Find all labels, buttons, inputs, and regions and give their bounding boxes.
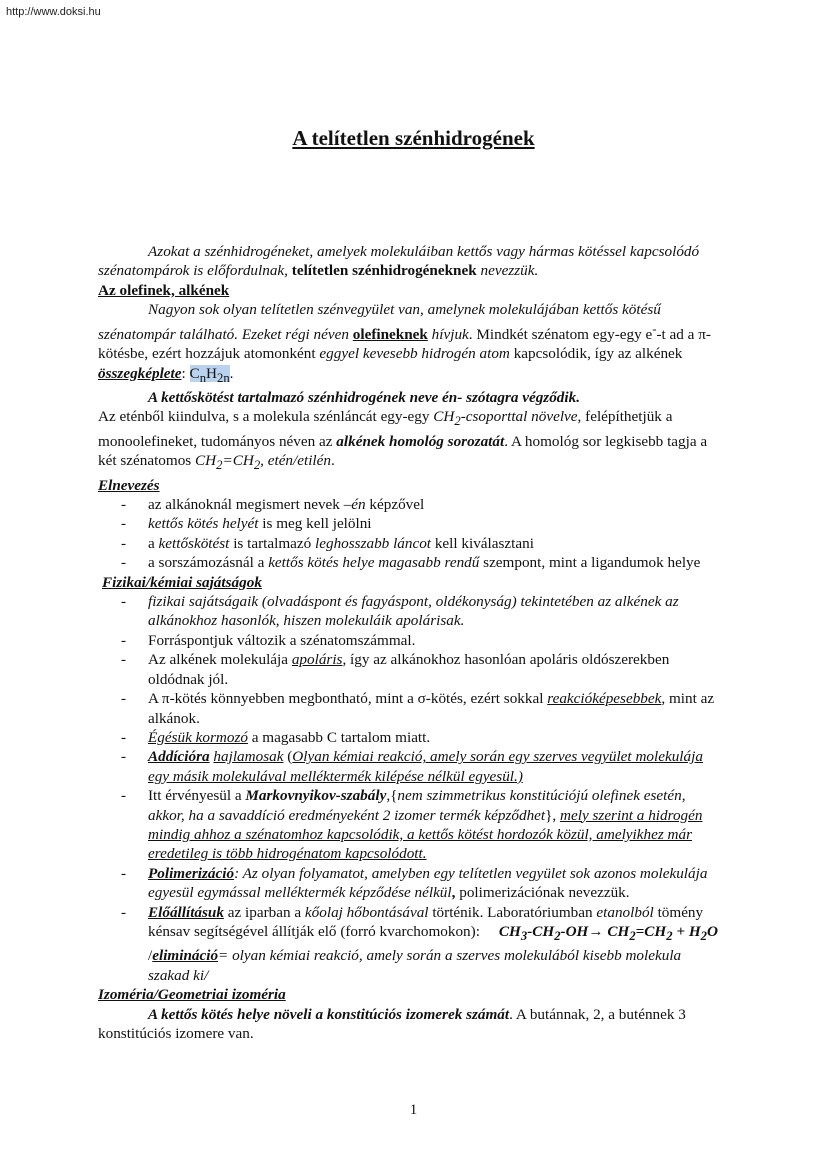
list-item: - Itt érvényesül a Markovnyikov-szabály,{nem szimmetrikus konstitúciójú olefinek esetén, akkor, ha a savaddíció eredményeként 2 izomer termék képződhet}, mely szerint a hidrogén mindig ahhoz a szénatomhoz kapcsolódik, a kettős kötést hordozók közül, amelyikhez már eredetileg is több hidrogénatom kapcsolódott. <box>98 786 722 864</box>
olefin-paragraph: Nagyon sok olyan telítetlen szénvegyület van, amelynek molekulájában kettős kötésű szénatompár található. Ezeket régi néven olefineknek hívjuk. Mindkét szénatom egy-egy e--t ad a π-kötésbe, ezért hozzájuk atomonként eggyel kevesebb hidrogén atom kapcsolódik, így az alkének összegképlete: $C_nH_{2n}$. <box>98 301 711 385</box>
naming-rule-statement: A kettőskötést tartalmazó szénhidrogének neve én- szótagra végződik. <box>148 388 581 406</box>
section-heading-isomerism: Izoméria/Geometriai izoméria <box>98 986 286 1004</box>
homologous-series-paragraph: Az eténből kiindulva, s a molekula szénláncát egy-egy $CH_2$-csoporttal növelve, felépíthetjük a monoolefineket, tudományos néven az alkének homológ sorozatát. A homológ sor legkisebb tagja a két szénatomos $CH_2=CH_2$, etén/etilén. <box>98 408 708 473</box>
page-number: 1 <box>409 1102 418 1118</box>
list-item: - a sorszámozásnál a kettős kötés helye magasabb rendű szempont, mint a ligandumok helye <box>98 553 722 572</box>
document-body <box>98 242 722 1043</box>
list-item: - Előállításuk az iparban a kőolaj hőbontásával történik. Laboratóriumban etanolból tömény kénsav segítségével állítják elő (forró kvarchomokon): $CH_3-CH_2-OH\to CH_2=CH_2 + H_2O$ /elimináció= olyan kémiai reakció, amely során a szerves molekulából kisebb molekula szakad ki/ <box>98 903 722 986</box>
list-item: - Polimerizáció: Az olyan folyamatot, amelyben egy telítetlen vegyület sok azonos molekulája egyesül egymással melléktermék képződése nélkül, polimerizációnak nevezzük. <box>98 864 722 903</box>
isomerism-paragraph: A kettős kötés helye növeli a konstitúciós izomerek számát. A butánnak, 2, a buténnek 3 konstitúciós izomere van. <box>98 1005 686 1043</box>
list-item: - a kettőskötést is tartalmazó leghosszabb láncot kell kiválasztani <box>98 534 722 553</box>
section-heading-naming: Elnevezés <box>98 476 160 494</box>
intro-paragraph: Azokat a szénhidrogéneket, amelyek molekuláiban kettős vagy hármas kötéssel kapcsolódó szénatompárok is előfordulnak, telítetlen szénhidrogéneknek nevezzük. <box>98 243 700 280</box>
list-item: - Forráspontjuk változik a szénatomszámmal. <box>98 631 722 650</box>
list-item: - kettős kötés helyét is meg kell jelölni <box>98 514 722 533</box>
general-formula: $C_nH_{2n}$ <box>189 364 230 385</box>
naming-list <box>98 495 722 573</box>
page-title: A telítetlen szénhidrogének <box>292 126 535 150</box>
list-item: - Addícióra hajlamosak (Olyan kémiai reakció, amely során egy szerves vegyület molekulája egy másik molekulával melléktermék kilépése nélkül egyesül.) <box>98 747 722 786</box>
source-url[interactable]: http://www.doksi.hu <box>6 6 101 18</box>
list-item: - az alkánoknál megismert nevek –én képzővel <box>98 495 722 514</box>
list-item: - Égésük kormozó a magasabb C tartalom miatt. <box>98 728 722 747</box>
section-heading-properties: Fizikai/kémiai sajátságok <box>102 573 262 591</box>
list-item: - fizikai sajátságaik (olvadáspont és fagyáspont, oldékonyság) tekintetében az alkének az alkánokhoz hasonlók, hiszen molekuláik apolárisak. <box>98 592 722 631</box>
section-heading-olefins: Az olefinek, alkének <box>98 281 230 299</box>
list-item: - Az alkének molekulája apoláris, így az alkánokhoz hasonlóan apoláris oldószerekben oldódnak jól. <box>98 650 722 689</box>
properties-list <box>98 592 722 985</box>
list-item: - A π-kötés könnyebben megbontható, mint a σ-kötés, ezért sokkal reakcióképesebbek, mint az alkánok. <box>98 689 722 728</box>
